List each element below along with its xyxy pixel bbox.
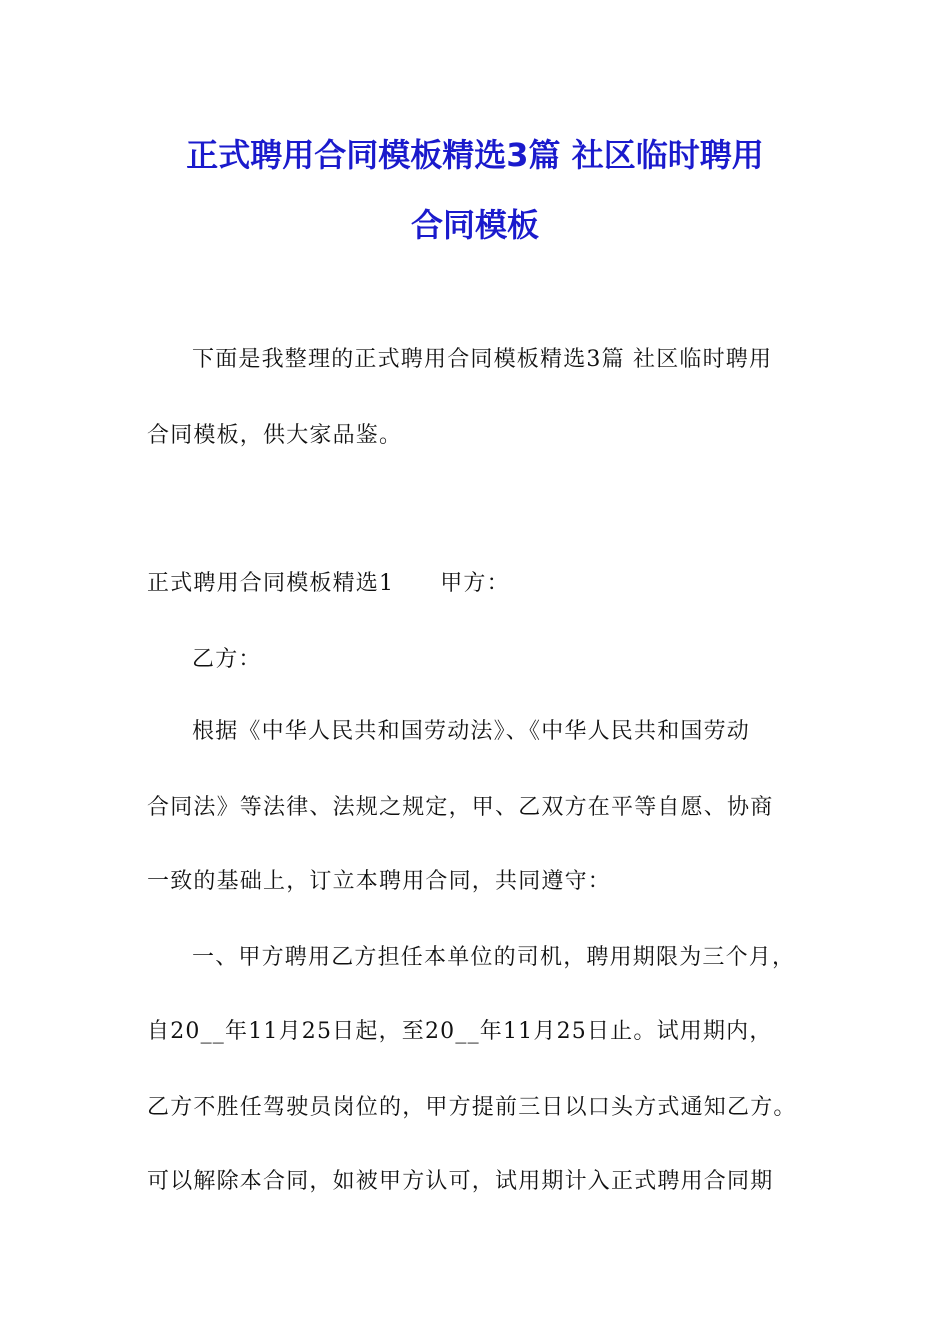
party-b-label: 乙方： xyxy=(192,647,262,672)
intro-line-1: 下面是我整理的正式聘用合同模板精选3篇 社区临时聘用 xyxy=(192,347,773,372)
section-heading: 正式聘用合同模板精选1 xyxy=(147,571,395,596)
party-a-label: 甲方： xyxy=(440,571,510,596)
paragraph-1-line-1: 根据《中华人民共和国劳动法》、《中华人民共和国劳动 xyxy=(192,719,751,744)
paragraph-1-line-2: 合同法》等法律、法规之规定，甲、乙双方在平等自愿、协商 xyxy=(147,795,774,820)
paragraph-2-line-4: 可以解除本合同，如被甲方认可，试用期计入正式聘用合同期 xyxy=(147,1169,774,1194)
intro-line-2: 合同模板，供大家品鉴。 xyxy=(147,423,403,448)
paragraph-2-line-1: 一、甲方聘用乙方担任本单位的司机，聘用期限为三个月， xyxy=(192,945,796,970)
paragraph-2-line-3: 乙方不胜任驾驶员岗位的，甲方提前三日以口头方式通知乙方。 xyxy=(147,1095,797,1120)
section-heading-row xyxy=(147,569,510,599)
document-title-line-2: 合同模板 xyxy=(410,206,539,244)
paragraph-1-line-3: 一致的基础上，订立本聘用合同，共同遵守： xyxy=(147,869,612,894)
paragraph-2-line-2: 自20__年11月25日起，至20__年11月25日止。试用期内， xyxy=(147,1019,773,1044)
document-title-line-1: 正式聘用合同模板精选3篇 社区临时聘用 xyxy=(186,136,764,174)
